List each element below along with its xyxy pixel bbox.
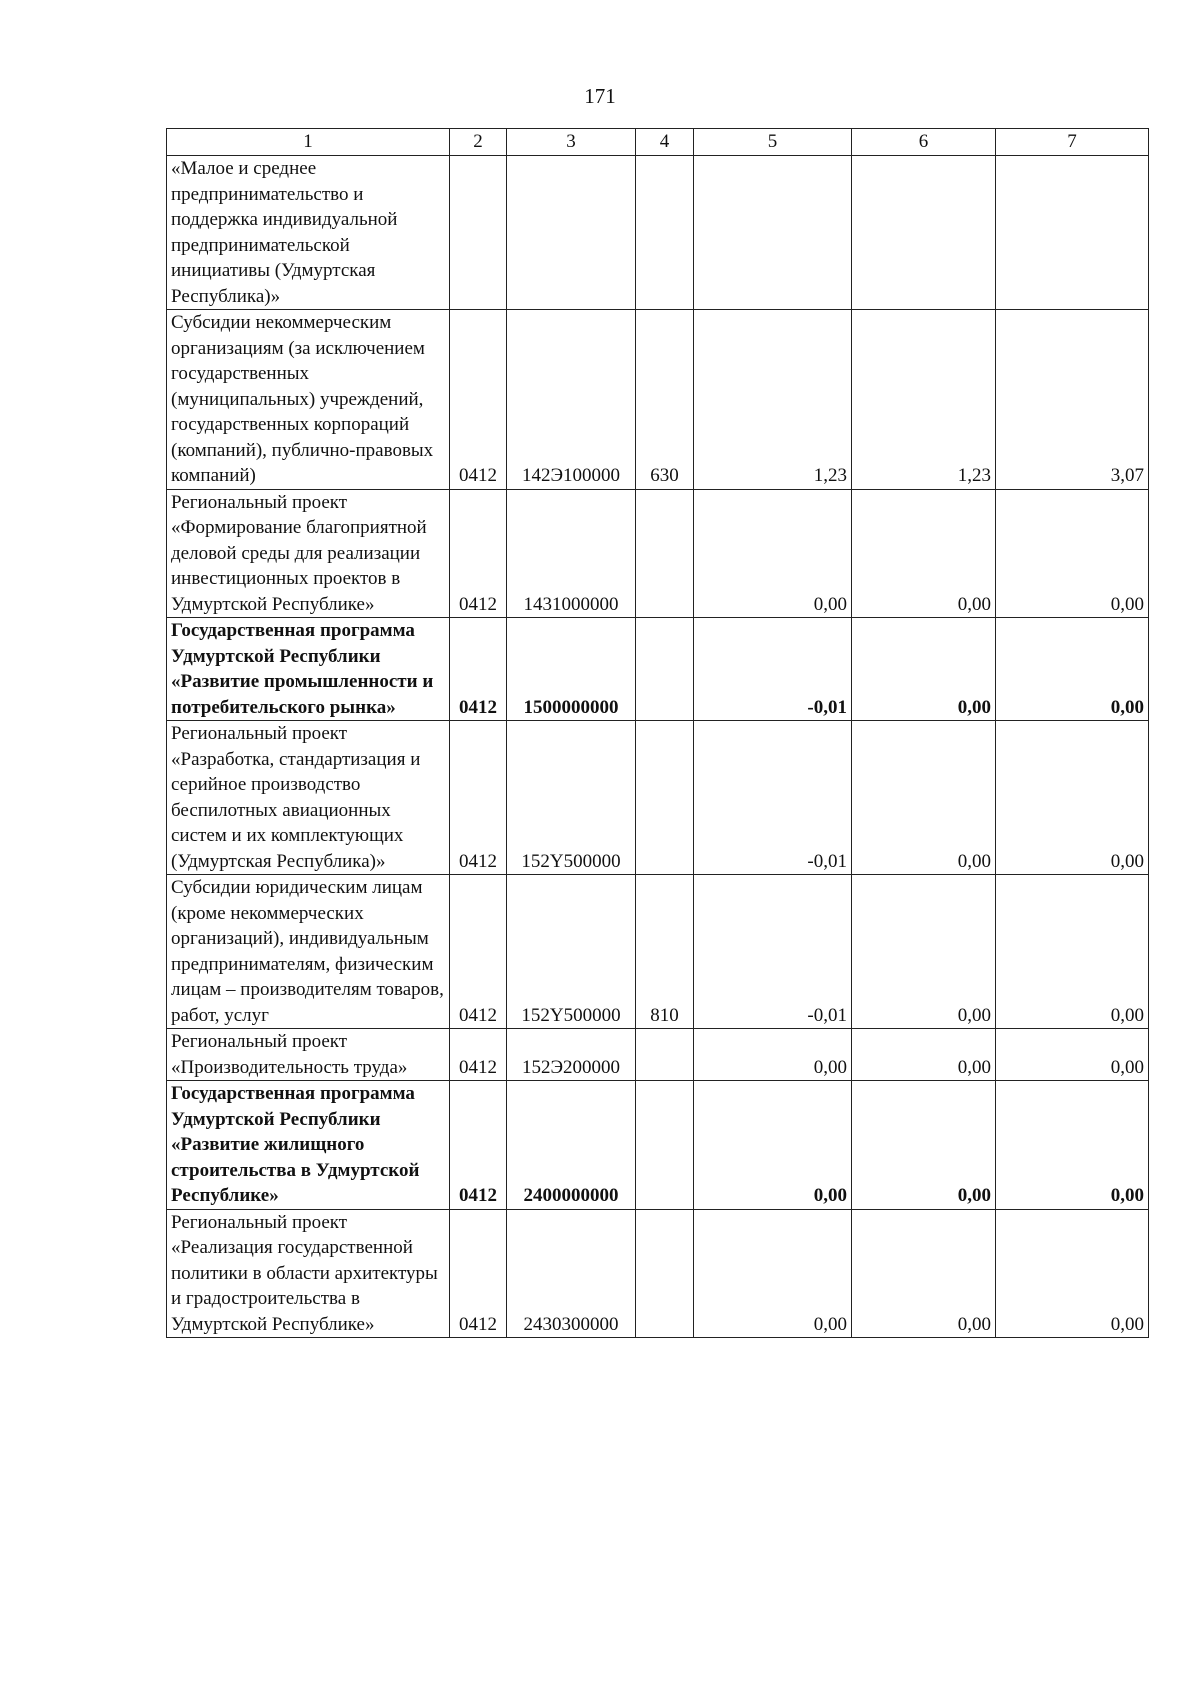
header-row (167, 129, 1149, 156)
header-col-7: 7 (996, 129, 1149, 156)
row-value-5: 1,23 (694, 310, 852, 490)
table-row (167, 310, 1149, 490)
row-value-5: -0,01 (694, 618, 852, 721)
row-section: 0412 (450, 489, 507, 618)
row-value-7: 3,07 (996, 310, 1149, 490)
row-value-5: 0,00 (694, 489, 852, 618)
row-vr (636, 156, 694, 310)
row-section: 0412 (450, 310, 507, 490)
row-value-5 (694, 156, 852, 310)
row-value-5: 0,00 (694, 1209, 852, 1338)
table-row (167, 1209, 1149, 1338)
row-name: Субсидии юридическим лицам (кроме некоммерческих организаций), индивидуальным предпринимателям, физическим лицам – производителям товаров, работ, услуг (167, 875, 450, 1029)
row-value-5: 0,00 (694, 1029, 852, 1081)
row-name: «Малое и среднее предпринимательство и поддержка индивидуальной предпринимательской инициативы (Удмуртская Республика)» (167, 156, 450, 310)
header-col-5: 5 (694, 129, 852, 156)
row-section: 0412 (450, 721, 507, 875)
row-vr (636, 1029, 694, 1081)
row-csr: 152Y500000 (507, 721, 636, 875)
table-row (167, 875, 1149, 1029)
row-section: 0412 (450, 875, 507, 1029)
table-row (167, 721, 1149, 875)
row-value-5: -0,01 (694, 875, 852, 1029)
row-name: Субсидии некоммерческим организациям (за исключением государственных (муниципальных) учреждений, государственных корпораций (компаний), публично-правовых компаний) (167, 310, 450, 490)
row-value-6: 0,00 (852, 1209, 996, 1338)
row-value-7: 0,00 (996, 618, 1149, 721)
row-value-6: 0,00 (852, 875, 996, 1029)
header-col-4: 4 (636, 129, 694, 156)
row-csr: 1500000000 (507, 618, 636, 721)
row-value-5: 0,00 (694, 1081, 852, 1210)
table-row (167, 489, 1149, 618)
row-vr (636, 618, 694, 721)
row-csr: 1431000000 (507, 489, 636, 618)
table-body (167, 156, 1149, 1338)
table-row (167, 156, 1149, 310)
header-col-2: 2 (450, 129, 507, 156)
row-vr (636, 489, 694, 618)
row-value-6: 0,00 (852, 1081, 996, 1210)
row-section: 0412 (450, 1029, 507, 1081)
row-vr (636, 1081, 694, 1210)
row-value-7: 0,00 (996, 721, 1149, 875)
row-value-6 (852, 156, 996, 310)
row-name: Региональный проект «Формирование благоприятной деловой среды для реализации инвестиционных проектов в Удмуртской Республике» (167, 489, 450, 618)
page-number: 171 (584, 84, 616, 108)
row-section: 0412 (450, 618, 507, 721)
row-vr: 630 (636, 310, 694, 490)
row-csr: 152Y500000 (507, 875, 636, 1029)
row-value-6: 0,00 (852, 618, 996, 721)
header-col-1: 1 (167, 129, 450, 156)
header-col-6: 6 (852, 129, 996, 156)
table-row (167, 618, 1149, 721)
row-csr: 2400000000 (507, 1081, 636, 1210)
row-value-7: 0,00 (996, 875, 1149, 1029)
row-section: 0412 (450, 1209, 507, 1338)
table-row (167, 1029, 1149, 1081)
row-name: Региональный проект «Разработка, стандартизация и серийное производство беспилотных авиационных систем и их комплектующих (Удмуртская Республика)» (167, 721, 450, 875)
row-value-6: 0,00 (852, 1029, 996, 1081)
row-name: Региональный проект «Производительность труда» (167, 1029, 450, 1081)
row-value-6: 0,00 (852, 489, 996, 618)
row-value-6: 0,00 (852, 721, 996, 875)
row-value-7 (996, 156, 1149, 310)
row-name: Государственная программа Удмуртской Республики «Развитие промышленности и потребительского рынка» (167, 618, 450, 721)
row-vr: 810 (636, 875, 694, 1029)
table-row (167, 1081, 1149, 1210)
row-csr (507, 156, 636, 310)
row-value-5: -0,01 (694, 721, 852, 875)
row-csr: 2430300000 (507, 1209, 636, 1338)
row-value-7: 0,00 (996, 1029, 1149, 1081)
row-name: Региональный проект «Реализация государственной политики в области архитектуры и градостроительства в Удмуртской Республике» (167, 1209, 450, 1338)
row-section (450, 156, 507, 310)
budget-table (166, 128, 1149, 1338)
row-value-7: 0,00 (996, 489, 1149, 618)
row-csr: 142Э100000 (507, 310, 636, 490)
row-value-7: 0,00 (996, 1209, 1149, 1338)
row-value-7: 0,00 (996, 1081, 1149, 1210)
row-name: Государственная программа Удмуртской Республики «Развитие жилищного строительства в Удмуртской Республике» (167, 1081, 450, 1210)
row-vr (636, 1209, 694, 1338)
row-section: 0412 (450, 1081, 507, 1210)
header-col-3: 3 (507, 129, 636, 156)
row-value-6: 1,23 (852, 310, 996, 490)
row-vr (636, 721, 694, 875)
row-csr: 152Э200000 (507, 1029, 636, 1081)
